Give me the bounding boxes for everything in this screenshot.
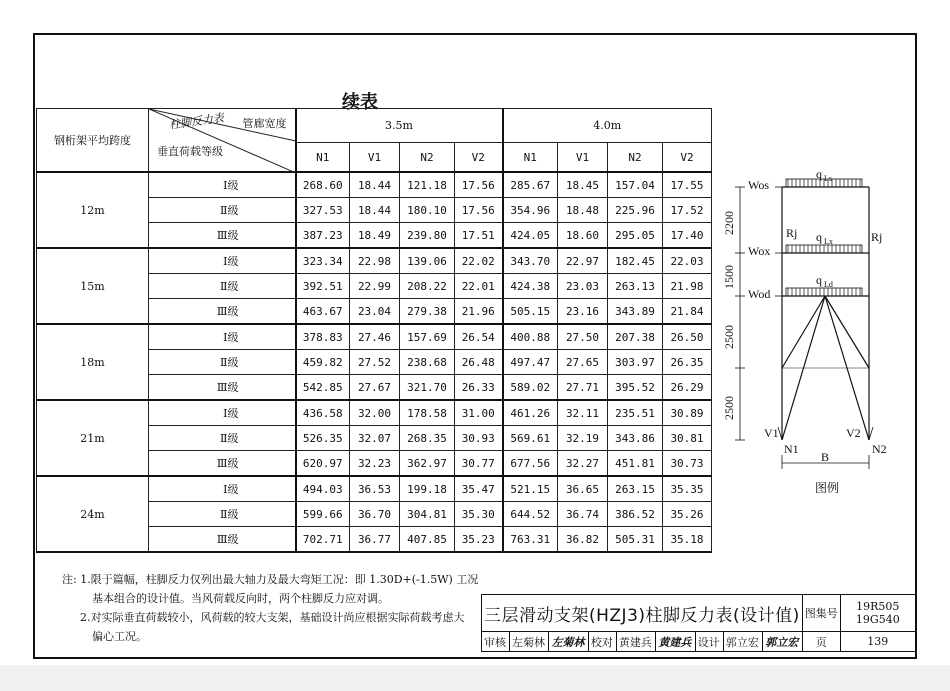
- load-level-cell: Ⅰ级: [149, 248, 296, 274]
- reviewer-name: 左菊林: [510, 632, 549, 652]
- col-header: V2: [663, 143, 712, 173]
- load-level-cell: Ⅱ级: [149, 274, 296, 299]
- value-cell: 32.00: [350, 400, 400, 426]
- table-row: [37, 476, 712, 502]
- title-block: [481, 594, 916, 652]
- span-header: 钢桁架平均跨度: [37, 109, 149, 173]
- span-cell: 21m: [37, 400, 149, 476]
- value-cell: 139.06: [400, 248, 455, 274]
- load-level-cell: Ⅱ级: [149, 502, 296, 527]
- dim-2500-b: 2500: [722, 396, 736, 420]
- value-cell: 702.71: [296, 527, 350, 553]
- value-cell: 26.50: [663, 324, 712, 350]
- note-2: 2.对实际垂直荷载较小，风荷载的较大支架，基础设计尚应根据实际荷载考虑大: [80, 611, 465, 624]
- col-header: N1: [503, 143, 558, 173]
- dim-2500-a: 2500: [722, 325, 736, 349]
- value-cell: 395.52: [608, 375, 663, 401]
- value-cell: 18.44: [350, 172, 400, 198]
- value-cell: 295.05: [608, 223, 663, 249]
- value-cell: 494.03: [296, 476, 350, 502]
- value-cell: 279.38: [400, 299, 455, 325]
- col-header: N2: [400, 143, 455, 173]
- notes-label: 注:: [62, 573, 77, 586]
- load-level-cell: Ⅰ级: [149, 400, 296, 426]
- value-cell: 32.07: [350, 426, 400, 451]
- width-group-4-0: 4.0m: [503, 109, 712, 143]
- value-cell: 343.70: [503, 248, 558, 274]
- width-group-3-5: 3.5m: [296, 109, 503, 143]
- value-cell: 239.80: [400, 223, 455, 249]
- value-cell: 644.52: [503, 502, 558, 527]
- value-cell: 30.89: [663, 400, 712, 426]
- value-cell: 17.56: [455, 198, 503, 223]
- value-cell: 225.96: [608, 198, 663, 223]
- diagonal-header-cell: [149, 109, 296, 173]
- value-cell: 263.15: [608, 476, 663, 502]
- value-cell: 157.69: [400, 324, 455, 350]
- value-cell: 378.83: [296, 324, 350, 350]
- table-title: 续表: [342, 92, 378, 113]
- value-cell: 599.66: [296, 502, 350, 527]
- value-cell: 26.54: [455, 324, 503, 350]
- value-cell: 36.74: [558, 502, 608, 527]
- value-cell: 327.53: [296, 198, 350, 223]
- value-cell: 386.52: [608, 502, 663, 527]
- value-cell: 178.58: [400, 400, 455, 426]
- col-header: V1: [350, 143, 400, 173]
- value-cell: 27.65: [558, 350, 608, 375]
- check-label: 校对: [588, 632, 616, 652]
- diag-width-label: 管廊宽度: [242, 117, 287, 130]
- value-cell: 17.56: [455, 172, 503, 198]
- value-cell: 362.97: [400, 451, 455, 477]
- value-cell: 268.60: [296, 172, 350, 198]
- value-cell: 208.22: [400, 274, 455, 299]
- value-cell: 26.33: [455, 375, 503, 401]
- diag-load-label: 垂直荷载等级: [157, 145, 223, 158]
- sheet-title: 三层滑动支架(HZJ3)柱脚反力表(设计值): [482, 595, 803, 632]
- note-1: [62, 570, 478, 589]
- value-cell: 31.00: [455, 400, 503, 426]
- value-cell: 620.97: [296, 451, 350, 477]
- value-cell: 263.13: [608, 274, 663, 299]
- load-level-cell: Ⅰ级: [149, 476, 296, 502]
- value-cell: 23.16: [558, 299, 608, 325]
- n2-label: N2: [872, 442, 887, 456]
- note-2-continued: 偏心工况。: [92, 630, 147, 643]
- legend-figure: [720, 165, 895, 495]
- value-cell: 36.77: [350, 527, 400, 553]
- value-cell: 18.44: [350, 198, 400, 223]
- col-header: V1: [558, 143, 608, 173]
- value-cell: 285.67: [503, 172, 558, 198]
- value-cell: 463.67: [296, 299, 350, 325]
- value-cell: 392.51: [296, 274, 350, 299]
- value-cell: 30.81: [663, 426, 712, 451]
- page-number: 139: [840, 632, 915, 652]
- value-cell: 268.35: [400, 426, 455, 451]
- value-cell: 23.04: [350, 299, 400, 325]
- value-cell: 26.48: [455, 350, 503, 375]
- value-cell: 424.38: [503, 274, 558, 299]
- value-cell: 30.73: [663, 451, 712, 477]
- atlas-label: 图集号: [802, 595, 840, 632]
- notes: [62, 570, 478, 646]
- atlas-number-2: 19G540: [855, 613, 900, 626]
- value-cell: 461.26: [503, 400, 558, 426]
- value-cell: 35.47: [455, 476, 503, 502]
- page-label: 页: [802, 632, 840, 652]
- span-cell: 24m: [37, 476, 149, 552]
- value-cell: 22.98: [350, 248, 400, 274]
- value-cell: 30.93: [455, 426, 503, 451]
- span-cell: 12m: [37, 172, 149, 248]
- note-1-continued: 基本组合的设计值。当风荷载反向时，两个柱脚反力应对调。: [92, 592, 389, 605]
- span-cell: 18m: [37, 324, 149, 400]
- qld-label: q: [816, 273, 822, 287]
- value-cell: 321.70: [400, 375, 455, 401]
- qlx-sub: Lx: [824, 237, 833, 246]
- value-cell: 36.70: [350, 502, 400, 527]
- v2-label: V2: [846, 426, 861, 440]
- note-1-text: 1.限于篇幅，柱脚反力仅列出最大轴力及最大弯矩工况：即 1.30D+(-1.5W) 工况: [80, 573, 479, 586]
- value-cell: 303.97: [608, 350, 663, 375]
- value-cell: 26.35: [663, 350, 712, 375]
- value-cell: 407.85: [400, 527, 455, 553]
- col-header: N2: [608, 143, 663, 173]
- value-cell: 542.85: [296, 375, 350, 401]
- value-cell: 21.98: [663, 274, 712, 299]
- value-cell: 323.34: [296, 248, 350, 274]
- value-cell: 35.18: [663, 527, 712, 553]
- value-cell: 32.27: [558, 451, 608, 477]
- value-cell: 387.23: [296, 223, 350, 249]
- n1-label: N1: [784, 442, 799, 456]
- value-cell: 121.18: [400, 172, 455, 198]
- col-header: N1: [296, 143, 350, 173]
- value-cell: 207.38: [608, 324, 663, 350]
- checker-name: 黄建兵: [616, 632, 655, 652]
- qls-sub: Ls: [824, 174, 832, 183]
- reviewer-signature: 左菊林: [549, 632, 588, 652]
- value-cell: 22.03: [663, 248, 712, 274]
- atlas-number-1: 19R505: [856, 600, 900, 613]
- table-row: [37, 324, 712, 350]
- value-cell: 27.52: [350, 350, 400, 375]
- value-cell: 27.67: [350, 375, 400, 401]
- value-cell: 30.77: [455, 451, 503, 477]
- value-cell: 32.23: [350, 451, 400, 477]
- qls-label: q: [816, 167, 822, 181]
- value-cell: 17.40: [663, 223, 712, 249]
- table-row: [37, 400, 712, 426]
- value-cell: 521.15: [503, 476, 558, 502]
- value-cell: 569.61: [503, 426, 558, 451]
- value-cell: 27.46: [350, 324, 400, 350]
- value-cell: 180.10: [400, 198, 455, 223]
- value-cell: 400.88: [503, 324, 558, 350]
- value-cell: 22.02: [455, 248, 503, 274]
- review-label: 审核: [482, 632, 510, 652]
- value-cell: 27.71: [558, 375, 608, 401]
- value-cell: 763.31: [503, 527, 558, 553]
- value-cell: 199.18: [400, 476, 455, 502]
- value-cell: 182.45: [608, 248, 663, 274]
- value-cell: 343.86: [608, 426, 663, 451]
- value-cell: 497.47: [503, 350, 558, 375]
- value-cell: 21.96: [455, 299, 503, 325]
- value-cell: 26.29: [663, 375, 712, 401]
- checker-signature: 黄建兵: [656, 632, 695, 652]
- qld-sub: Ld: [824, 280, 833, 289]
- value-cell: 436.58: [296, 400, 350, 426]
- value-cell: 505.15: [503, 299, 558, 325]
- value-cell: 22.99: [350, 274, 400, 299]
- value-cell: 589.02: [503, 375, 558, 401]
- b-label: B: [821, 450, 830, 464]
- value-cell: 36.53: [350, 476, 400, 502]
- value-cell: 677.56: [503, 451, 558, 477]
- load-level-cell: Ⅲ级: [149, 375, 296, 401]
- value-cell: 451.81: [608, 451, 663, 477]
- rj-right-label: Rj: [871, 230, 883, 244]
- value-cell: 35.35: [663, 476, 712, 502]
- value-cell: 23.03: [558, 274, 608, 299]
- col-header: V2: [455, 143, 503, 173]
- wos-label: Wos: [748, 178, 770, 192]
- value-cell: 36.65: [558, 476, 608, 502]
- value-cell: 35.23: [455, 527, 503, 553]
- load-level-cell: Ⅲ级: [149, 527, 296, 553]
- value-cell: 17.55: [663, 172, 712, 198]
- value-cell: 18.60: [558, 223, 608, 249]
- value-cell: 22.97: [558, 248, 608, 274]
- qlx-label: q: [816, 230, 822, 244]
- dim-2200: 2200: [722, 211, 736, 235]
- load-level-cell: Ⅰ级: [149, 172, 296, 198]
- value-cell: 304.81: [400, 502, 455, 527]
- v1-label: V1: [764, 426, 779, 440]
- reaction-table: [36, 108, 712, 553]
- value-cell: 35.26: [663, 502, 712, 527]
- value-cell: 18.48: [558, 198, 608, 223]
- design-label: 设计: [695, 632, 723, 652]
- value-cell: 235.51: [608, 400, 663, 426]
- dim-1500: 1500: [722, 265, 736, 289]
- load-level-cell: Ⅰ级: [149, 324, 296, 350]
- designer-signature: 郭立宏: [763, 632, 803, 652]
- load-level-cell: Ⅱ级: [149, 426, 296, 451]
- value-cell: 157.04: [608, 172, 663, 198]
- value-cell: 238.68: [400, 350, 455, 375]
- value-cell: 505.31: [608, 527, 663, 553]
- atlas-number: [840, 595, 915, 632]
- value-cell: 17.51: [455, 223, 503, 249]
- value-cell: 36.82: [558, 527, 608, 553]
- value-cell: 32.19: [558, 426, 608, 451]
- table-row: [37, 172, 712, 198]
- load-level-cell: Ⅲ级: [149, 451, 296, 477]
- value-cell: 35.30: [455, 502, 503, 527]
- span-cell: 15m: [37, 248, 149, 324]
- value-cell: 343.89: [608, 299, 663, 325]
- figure-caption: 图例: [815, 481, 840, 495]
- load-level-cell: Ⅱ级: [149, 350, 296, 375]
- viewer-bottom-band: [0, 665, 950, 691]
- value-cell: 21.84: [663, 299, 712, 325]
- load-level-cell: Ⅲ级: [149, 299, 296, 325]
- value-cell: 354.96: [503, 198, 558, 223]
- value-cell: 18.49: [350, 223, 400, 249]
- load-level-cell: Ⅱ级: [149, 198, 296, 223]
- value-cell: 22.01: [455, 274, 503, 299]
- value-cell: 17.52: [663, 198, 712, 223]
- diag-reaction-label: 柱脚反力表: [168, 111, 225, 132]
- value-cell: 526.35: [296, 426, 350, 451]
- designer-name: 郭立宏: [723, 632, 762, 652]
- table-row: [37, 248, 712, 274]
- wox-label: Wox: [748, 244, 771, 258]
- wod-label: Wod: [748, 287, 771, 301]
- value-cell: 424.05: [503, 223, 558, 249]
- header-row-1: [37, 109, 712, 143]
- value-cell: 27.50: [558, 324, 608, 350]
- value-cell: 18.45: [558, 172, 608, 198]
- load-level-cell: Ⅲ级: [149, 223, 296, 249]
- value-cell: 459.82: [296, 350, 350, 375]
- value-cell: 32.11: [558, 400, 608, 426]
- rj-left-label: Rj: [786, 226, 798, 240]
